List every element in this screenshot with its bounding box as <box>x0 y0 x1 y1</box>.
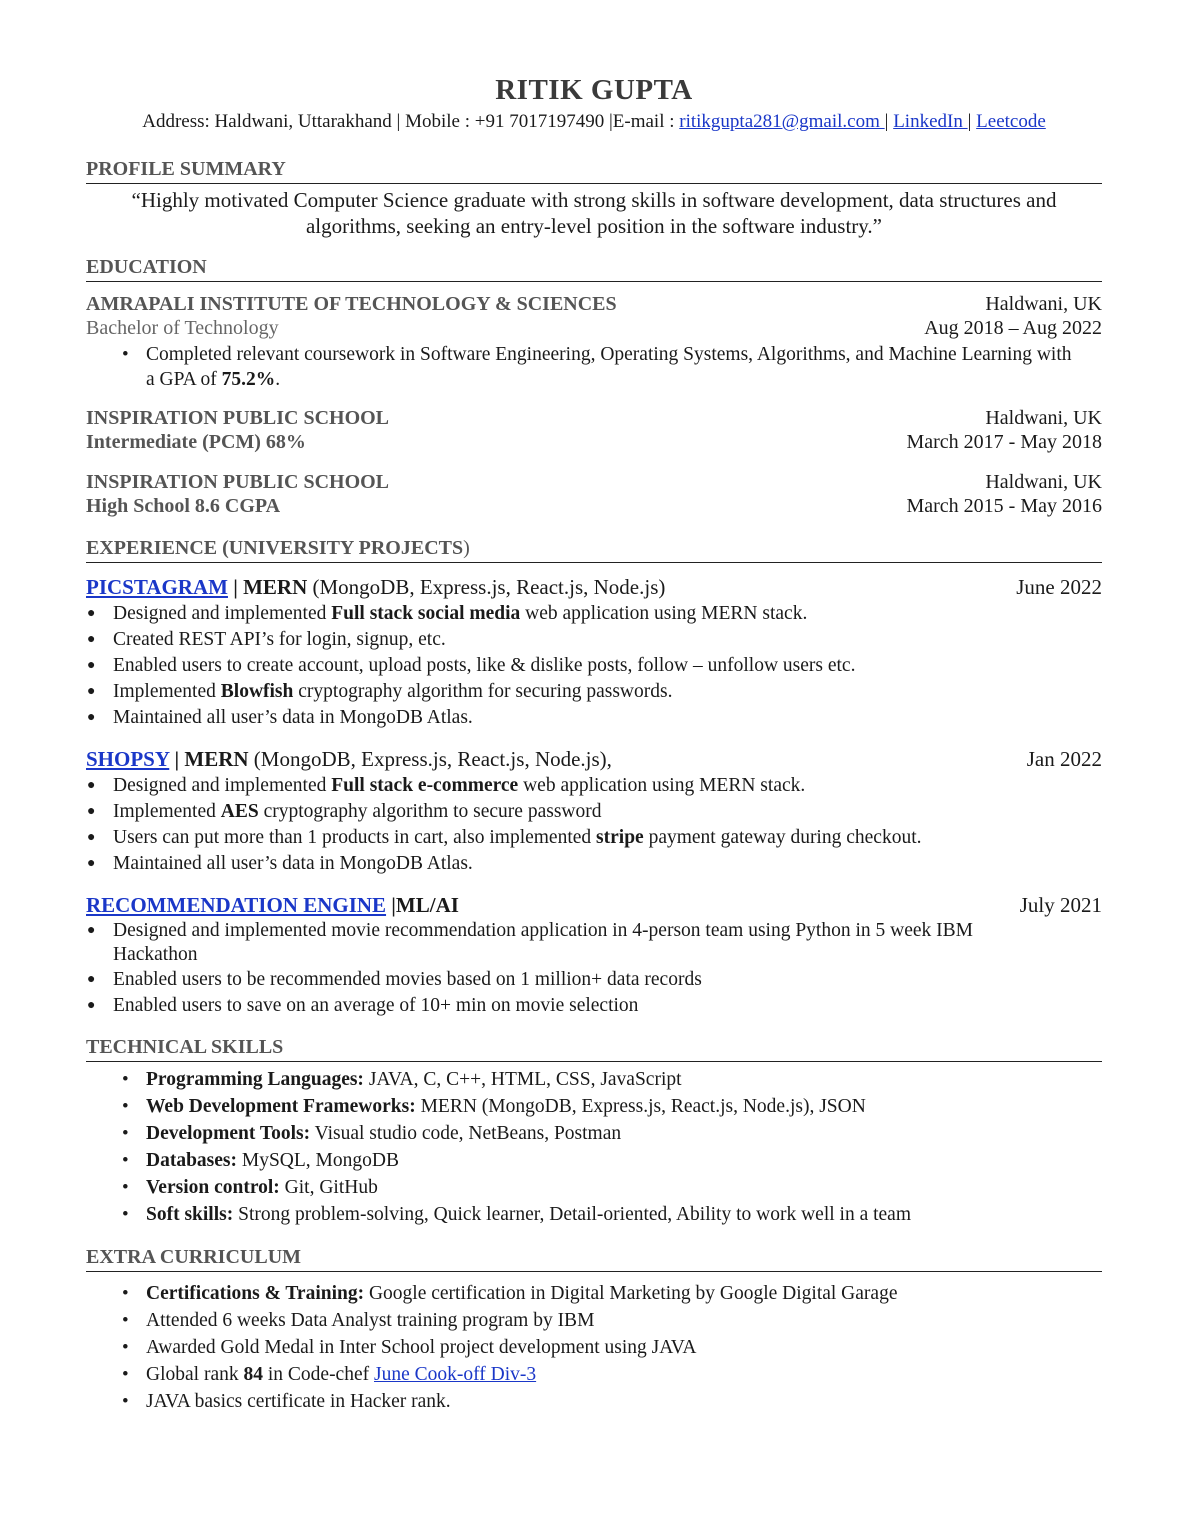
candidate-name: RITIK GUPTA <box>495 74 693 106</box>
skill-value: Git, GitHub <box>279 1177 378 1198</box>
list-item <box>86 342 1102 392</box>
list-item <box>86 1174 1102 1201</box>
education-entry <box>86 292 1102 392</box>
bullet-text: Maintained all user’s data in MongoDB Atlas. <box>113 853 473 874</box>
list-item <box>86 1147 1102 1174</box>
leetcode-link[interactable]: Leetcode <box>976 111 1046 132</box>
project-header <box>86 745 1102 773</box>
bullet-text: Designed and implemented <box>113 603 332 624</box>
list-item <box>86 653 1102 679</box>
list-item <box>86 825 1102 851</box>
degree-dates: March 2015 - May 2016 <box>906 495 1102 517</box>
list-item <box>86 1361 1102 1388</box>
skill-label: Databases: <box>146 1150 237 1171</box>
bullet-bold: AES <box>220 801 259 822</box>
coursework-end: . <box>275 369 281 390</box>
list-item <box>86 1388 1102 1415</box>
bullet-text: Created REST API’s for login, signup, etc. <box>113 629 446 650</box>
education-entry <box>86 406 1102 454</box>
institution-location: Haldwani, UK <box>985 471 1102 493</box>
project-sep: | <box>169 747 185 771</box>
project-stack: MERN <box>184 747 249 771</box>
contact-sep-2: | <box>967 111 977 132</box>
gpa-value: 75.2% <box>221 369 276 390</box>
degree-name: Intermediate (PCM) 68% <box>86 431 306 453</box>
list-item <box>86 1066 1102 1093</box>
list-item <box>86 601 1102 627</box>
list-item <box>86 967 1102 993</box>
list-item <box>86 1201 1102 1228</box>
resume-page <box>86 70 1102 1415</box>
list-item <box>86 919 1102 967</box>
cert-label: Certifications & Training: <box>146 1283 365 1304</box>
bullet-text: Maintained all user’s data in MongoDB Atlas. <box>113 707 473 728</box>
extra-text: Attended 6 weeks Data Analyst training program by IBM <box>146 1310 595 1331</box>
skill-value: Strong problem-solving, Quick learner, Detail-oriented, Ability to work well in a team <box>233 1204 912 1225</box>
extra-list <box>86 1280 1102 1415</box>
contact-sep-1: | <box>884 111 894 132</box>
degree-dates: March 2017 - May 2018 <box>906 431 1102 453</box>
institution-name: INSPIRATION PUBLIC SCHOOL <box>86 407 390 429</box>
degree-dates: Aug 2018 – Aug 2022 <box>924 317 1102 339</box>
bullet-text: Designed and implemented movie recommendation application in 4-person team using Python in 5 week IBM Hackathon <box>113 920 973 965</box>
bullet-text-end: cryptography algorithm for securing passwords. <box>293 681 673 702</box>
rank-text-mid: in Code-chef <box>262 1364 374 1385</box>
education-entry <box>86 470 1102 518</box>
skill-value: MySQL, MongoDB <box>237 1150 399 1171</box>
list-item <box>86 993 1102 1019</box>
project-link-recommendation-engine[interactable]: RECOMMENDATION ENGINE <box>86 893 387 917</box>
bullet-text: Enabled users to save on an average of 10+ min on movie selection <box>113 995 639 1016</box>
institution-location: Haldwani, UK <box>985 293 1102 315</box>
list-item <box>86 773 1102 799</box>
project-link-picstagram[interactable]: PICSTAGRAM <box>86 575 228 599</box>
project-bullets <box>86 919 1102 1019</box>
project-date: June 2022 <box>1016 575 1102 599</box>
institution-name: INSPIRATION PUBLIC SCHOOL <box>86 471 390 493</box>
bullet-bold: stripe <box>596 827 644 848</box>
list-item <box>86 1120 1102 1147</box>
technical-skills-heading: TECHNICAL SKILLS <box>86 1034 1102 1062</box>
extra-text: JAVA basics certificate in Hacker rank. <box>146 1391 451 1412</box>
skill-value: MERN (MongoDB, Express.js, React.js, Node.js), JSON <box>415 1096 866 1117</box>
coursework-text: Completed relevant coursework in Software Engineering, Operating Systems, Algorithms, and Machine Learning with a GPA of <box>146 344 1072 390</box>
extra-curriculum-heading: EXTRA CURRICULUM <box>86 1244 1102 1272</box>
bullet-text-end: cryptography algorithm to secure password <box>258 801 602 822</box>
project-stack: MERN <box>243 575 308 599</box>
linkedin-link[interactable]: LinkedIn <box>893 111 968 132</box>
profile-summary-text: “Highly motivated Computer Science graduate with strong skills in software development, data structures and algorithms, seeking an entry-level position in the software industry.” <box>131 188 1057 238</box>
skills-list <box>86 1066 1102 1228</box>
bullet-text-end: web application using MERN stack. <box>518 775 806 796</box>
rank-value: 84 <box>243 1364 263 1385</box>
project-stack-detail: (MongoDB, Express.js, React.js, Node.js) <box>307 575 666 599</box>
experience-heading <box>86 535 1102 563</box>
skill-label: Web Development Frameworks: <box>146 1096 416 1117</box>
skill-value: Visual studio code, NetBeans, Postman <box>310 1123 622 1144</box>
project-header <box>86 573 1102 601</box>
list-item <box>86 679 1102 705</box>
cert-value: Google certification in Digital Marketing by Google Digital Garage <box>364 1283 898 1304</box>
list-item <box>86 1280 1102 1307</box>
bullet-text: Implemented <box>113 681 221 702</box>
project-stack-detail: (MongoDB, Express.js, React.js, Node.js), <box>248 747 612 771</box>
project-date: Jan 2022 <box>1026 747 1102 771</box>
degree-name: Bachelor of Technology <box>86 317 279 339</box>
project-bullets <box>86 773 1102 877</box>
bullet-text-end: payment gateway during checkout. <box>643 827 922 848</box>
experience-heading-paren: ) <box>463 537 470 559</box>
skill-label: Programming Languages: <box>146 1069 364 1090</box>
list-item <box>86 1093 1102 1120</box>
bullet-text: Enabled users to be recommended movies based on 1 million+ data records <box>113 969 702 990</box>
bullet-text: Users can put more than 1 products in cart, also implemented <box>113 827 597 848</box>
bullet-text: Implemented <box>113 801 221 822</box>
codechef-contest-link[interactable]: June Cook-off Div-3 <box>374 1364 537 1385</box>
coursework-list <box>86 342 1102 392</box>
skill-label: Soft skills: <box>146 1204 234 1225</box>
bullet-bold: Blowfish <box>220 681 294 702</box>
bullet-text: Designed and implemented <box>113 775 332 796</box>
contact-prefix: Address: Haldwani, Uttarakhand | Mobile : +91 7017197490 |E-mail : <box>142 111 680 132</box>
project-link-shopsy[interactable]: SHOPSY <box>86 747 170 771</box>
bullet-bold: Full stack e-commerce <box>331 775 519 796</box>
rank-text: Global rank <box>146 1364 244 1385</box>
project-bullets <box>86 601 1102 731</box>
skill-label: Version control: <box>146 1177 280 1198</box>
project-date: July 2021 <box>1019 893 1102 917</box>
list-item <box>86 1334 1102 1361</box>
bullet-text-end: web application using MERN stack. <box>520 603 808 624</box>
experience-heading-text: EXPERIENCE (UNIVERSITY PROJECTS <box>86 537 464 559</box>
extra-text: Awarded Gold Medal in Inter School project development using JAVA <box>146 1337 697 1358</box>
project-sep: | <box>386 893 396 917</box>
profile-summary-heading: PROFILE SUMMARY <box>86 156 1102 184</box>
project-sep: | <box>227 575 244 599</box>
education-heading: EDUCATION <box>86 254 1102 282</box>
degree-name: High School 8.6 CGPA <box>86 495 281 517</box>
institution-location: Haldwani, UK <box>985 407 1102 429</box>
project-stack: ML/AI <box>395 893 459 917</box>
skill-label: Development Tools: <box>146 1123 311 1144</box>
bullet-bold: Full stack social media <box>331 603 521 624</box>
project-header <box>86 891 1102 919</box>
list-item <box>86 1307 1102 1334</box>
skill-value: JAVA, C, C++, HTML, CSS, JavaScript <box>363 1069 682 1090</box>
bullet-text: Enabled users to create account, upload posts, like & dislike posts, follow – unfollow users etc. <box>113 655 856 676</box>
institution-name: AMRAPALI INSTITUTE OF TECHNOLOGY & SCIENCES <box>86 293 617 315</box>
contact-line <box>86 110 1102 134</box>
list-item <box>86 627 1102 653</box>
list-item <box>86 799 1102 825</box>
email-link[interactable]: ritikgupta281@gmail.com <box>679 111 885 132</box>
list-item <box>86 705 1102 731</box>
list-item <box>86 851 1102 877</box>
